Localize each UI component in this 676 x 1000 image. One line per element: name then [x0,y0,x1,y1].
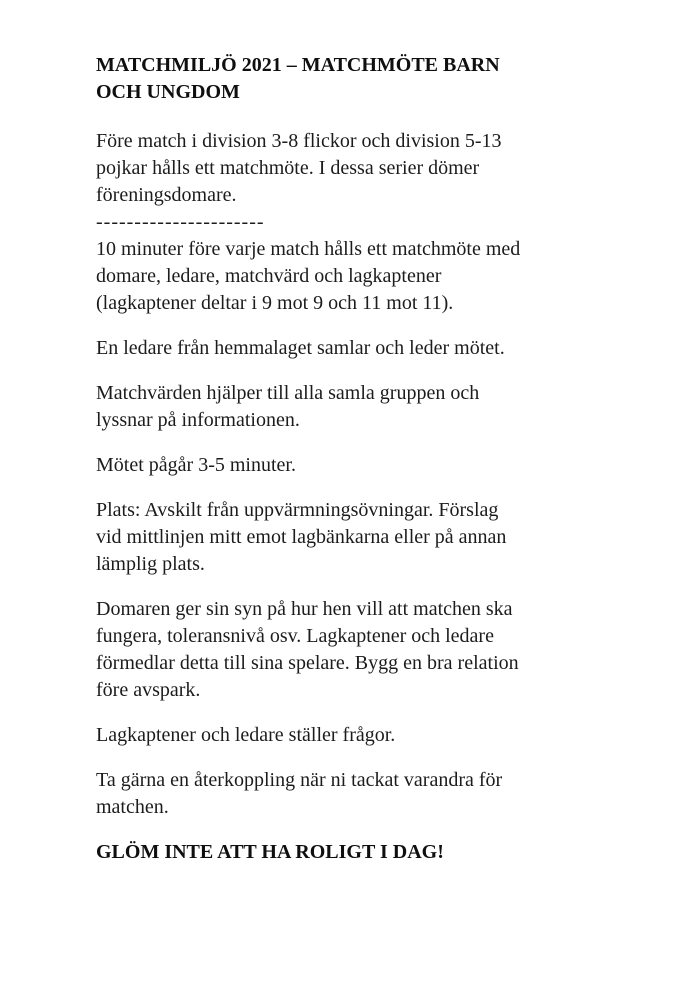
paragraph-location [96,497,606,578]
text-line: pojkar hålls ett matchmöte. I dessa serier dömer [96,157,480,179]
paragraph-leader [96,335,606,362]
text-line: Domaren ger sin syn på hur hen vill att matchen ska [96,598,513,620]
text-line: vid mittlinjen mitt emot lagbänkarna eller på annan [96,526,507,548]
text-line: lyssnar på informationen. [96,409,300,431]
text-line: 10 minuter före varje match hålls ett matchmöte med [96,238,521,260]
paragraph-intro [96,128,606,209]
paragraph-referee [96,596,606,704]
paragraph-feedback [96,767,606,821]
text-line: (lagkaptener deltar i 9 mot 9 och 11 mot 11). [96,292,454,314]
text-line: förmedlar detta till sina spelare. Bygg en bra relation [96,652,519,674]
text-line: Ta gärna en återkoppling när ni tackat varandra för [96,769,503,791]
text-line: Mötet pågår 3-5 minuter. [96,454,296,476]
paragraph-meeting-time [96,236,606,317]
closing-statement [96,839,606,866]
text-line: GLÖM INTE ATT HA ROLIGT I DAG! [96,841,444,863]
text-line: före avspark. [96,679,201,701]
text-line: Före match i division 3-8 flickor och division 5-13 [96,130,502,152]
paragraph-questions [96,722,606,749]
text-line: Lagkaptener och ledare ställer frågor. [96,724,396,746]
title-line: MATCHMILJÖ 2021 – MATCHMÖTE BARN [96,54,500,76]
text-line: En ledare från hemmalaget samlar och leder mötet. [96,337,505,359]
text-line: Plats: Avskilt från uppvärmningsövningar. Förslag [96,499,499,521]
document-title [96,52,606,106]
text-line: matchen. [96,796,169,818]
title-line: OCH UNGDOM [96,81,240,103]
text-line: fungera, toleransnivå osv. Lagkaptener och ledare [96,625,494,647]
paragraph-matchvard [96,380,606,434]
paragraph-duration [96,452,606,479]
text-line: lämplig plats. [96,553,205,575]
divider-dashes: ---------------------- [96,211,265,233]
dashed-divider [96,209,606,236]
text-line: föreningsdomare. [96,184,237,206]
document-page [96,52,606,884]
text-line: domare, ledare, matchvärd och lagkaptener [96,265,442,287]
text-line: Matchvärden hjälper till alla samla gruppen och [96,382,480,404]
